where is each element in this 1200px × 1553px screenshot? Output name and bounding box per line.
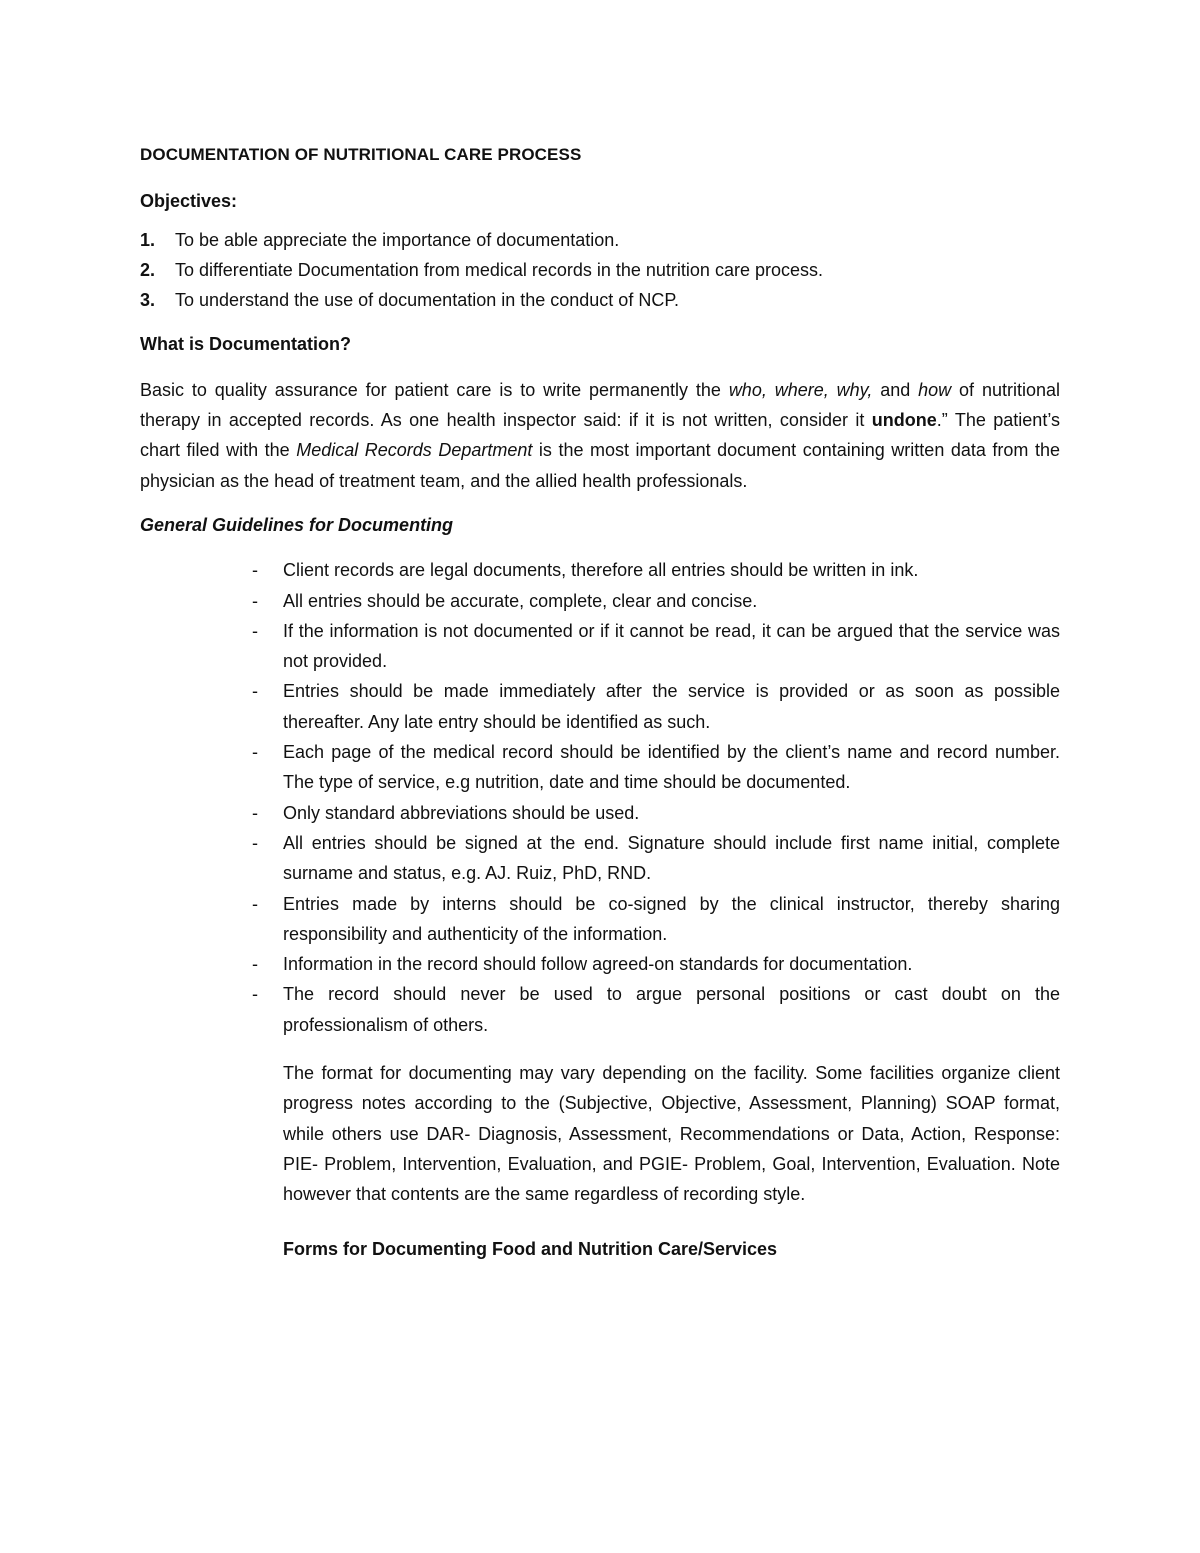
- format-section: [283, 1058, 1060, 1264]
- document-page: [140, 140, 1060, 1264]
- objective-item: [140, 225, 1060, 255]
- general-guidelines-heading: General Guidelines for Documenting: [140, 514, 454, 535]
- guideline-text: The record should never be used to argue personal positions or cast doubt on the professionalism of others.: [283, 984, 1060, 1035]
- objective-number: 3.: [140, 290, 156, 311]
- guideline-item: [140, 616, 1060, 677]
- guideline-item: [140, 798, 1060, 828]
- objective-item: [140, 255, 1060, 285]
- what-is-documentation-paragraph: [140, 375, 1060, 496]
- guidelines-list: [140, 555, 1060, 1040]
- paragraph-text: and: [872, 379, 919, 400]
- objective-number: 1.: [140, 229, 156, 250]
- guideline-text: Only standard abbreviations should be used.: [283, 802, 640, 823]
- emphasis-why: why,: [836, 379, 873, 400]
- guideline-item: [140, 828, 1060, 889]
- format-paragraph: The format for documenting may vary depending on the facility. Some facilities organize client progress notes according to the (Subjective, Objective, Assessment, Planning) SOAP format, while others use DAR- Diagnosis, Assessment, Recommendations or Data, Action, Response: PIE- Problem, Intervention, Evaluation, and PGIE- Problem, Goal, Intervention, Evaluation. Note however that contents are the same regardless of recording style.: [283, 1063, 1060, 1205]
- guideline-text: Information in the record should follow agreed-on standards for documentation.: [283, 954, 913, 975]
- dash-bullet: -: [252, 590, 258, 611]
- objectives-heading: Objectives:: [140, 191, 238, 212]
- dash-bullet: -: [252, 681, 258, 702]
- guideline-item: [140, 555, 1060, 585]
- emphasis-medical-records-department: Medical Records Department: [296, 440, 533, 461]
- paragraph-text: of nutritional therapy in accepted records. As one health inspector said: if it is not written, consider it: [140, 379, 1060, 431]
- objective-item: [140, 285, 1060, 315]
- guideline-text: If the information is not documented or if it cannot be read, it can be argued that the service was not provided.: [283, 620, 1060, 672]
- paragraph-space: [829, 380, 837, 400]
- objective-text: To understand the use of documentation in the conduct of NCP.: [175, 290, 679, 311]
- guideline-item: [140, 586, 1060, 616]
- dash-bullet: -: [252, 620, 258, 641]
- objectives-list: [140, 225, 1060, 316]
- guideline-text: All entries should be signed at the end. Signature should include first name initial, complete surname and status, e.g. AJ. Ruiz, PhD, RND.: [283, 832, 1060, 884]
- dash-bullet: -: [252, 954, 258, 975]
- document-title: DOCUMENTATION OF NUTRITIONAL CARE PROCESS: [140, 145, 582, 164]
- guideline-item: [140, 889, 1060, 950]
- guideline-text: Entries should be made immediately after the service is provided or as soon as possible thereafter. Any late entry should be identified as such.: [283, 681, 1060, 732]
- emphasis-who: who,: [728, 379, 767, 400]
- dash-bullet: -: [252, 802, 258, 823]
- objective-text: To differentiate Documentation from medical records in the nutrition care process.: [175, 259, 823, 280]
- emphasis-undone: undone: [871, 410, 937, 431]
- dash-bullet: -: [252, 984, 258, 1005]
- what-is-documentation-heading: What is Documentation?: [140, 334, 351, 355]
- dash-bullet: -: [252, 832, 258, 853]
- paragraph-text: .” The patient’s chart filed with the: [140, 410, 1060, 461]
- guideline-text: Entries made by interns should be co-signed by the clinical instructor, thereby sharing responsibility and authenticity of the information.: [283, 893, 1060, 944]
- guideline-item: [140, 979, 1060, 1040]
- forms-heading: Forms for Documenting Food and Nutrition Care/Services: [283, 1238, 778, 1259]
- objective-text: To be able appreciate the importance of documentation.: [175, 229, 620, 250]
- paragraph-text: is the most important document containing written data from the physician as the head of treatment team, and the allied health professionals.: [140, 440, 1060, 491]
- paragraph-space: [767, 380, 775, 400]
- guideline-text: Client records are legal documents, therefore all entries should be written in ink.: [283, 560, 919, 581]
- dash-bullet: -: [252, 742, 258, 763]
- objective-number: 2.: [140, 259, 156, 280]
- guideline-item: [140, 737, 1060, 798]
- guideline-item: [140, 676, 1060, 737]
- guideline-item: [140, 949, 1060, 979]
- dash-bullet: -: [252, 893, 258, 914]
- dash-bullet: -: [252, 560, 258, 581]
- paragraph-text: Basic to quality assurance for patient care is to write permanently the: [140, 379, 729, 400]
- emphasis-where: where,: [774, 379, 829, 400]
- emphasis-how: how: [918, 379, 952, 400]
- guideline-text: Each page of the medical record should be identified by the client’s name and record number. The type of service, e.g nutrition, date and time should be documented.: [283, 742, 1060, 793]
- guideline-text: All entries should be accurate, complete, clear and concise.: [283, 590, 758, 611]
